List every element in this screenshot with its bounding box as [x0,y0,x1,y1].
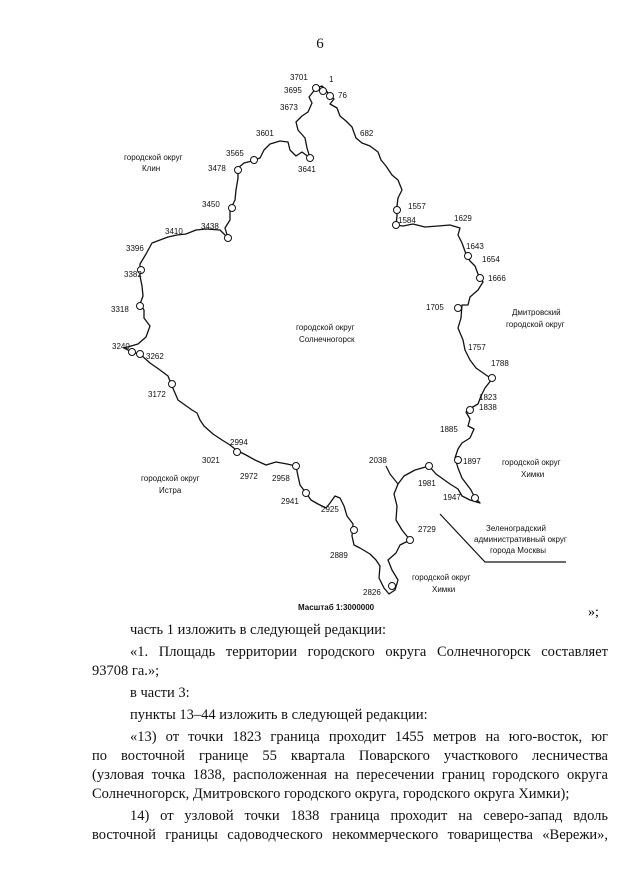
point-label: 3695 [284,86,302,95]
region-labels [124,153,567,594]
map-scale: Масштаб 1:3000000 [298,603,375,612]
point-marker [320,88,327,95]
point-label: 2889 [330,551,348,560]
point-label: 2826 [363,588,381,597]
point-label: 3172 [148,390,166,399]
point-marker [235,167,242,174]
point-label: 3565 [226,149,244,158]
point-marker [351,527,358,534]
text-line: восточной границы садоводческого некоммерческого товарищества «Вережи», [92,827,608,843]
point-marker [169,381,176,388]
point-label: 1666 [488,274,506,283]
region-label-dmitrov: городской округ [506,320,565,329]
point-marker [137,351,144,358]
text-line: пункты 13–44 изложить в следующей редакции: [130,707,428,723]
point-label: 3410 [165,227,183,236]
point-marker [467,407,474,414]
point-label: 3673 [280,103,298,112]
point-label: 1885 [440,425,458,434]
point-label: 2958 [272,474,290,483]
point-marker [137,303,144,310]
region-label-zelenograd: Зеленоградский [486,524,546,533]
point-marker [455,305,462,312]
region-label-klin: городской округ [124,153,183,162]
region-label-khimki-south: городской округ [412,573,471,582]
region-label-khimki-south: Химки [432,585,456,594]
point-marker [426,463,433,470]
region-label-dmitrov: Дмитровский [512,308,561,317]
point-label: 3396 [126,244,144,253]
point-marker [303,490,310,497]
point-label: 1838 [479,403,497,412]
point-marker [489,375,496,382]
point-marker [394,207,401,214]
point-label: 3601 [256,129,274,138]
point-label: 682 [360,129,374,138]
point-label: 3438 [201,222,219,231]
region-label-khimki-east: городской округ [502,458,561,467]
point-label: 1897 [463,457,481,466]
region-label-zelenograd: города Москвы [490,546,546,555]
point-marker [465,253,472,260]
region-label-zelenograd: административный округ [474,535,567,544]
point-marker [234,449,241,456]
point-label: 1947 [443,493,461,502]
text-line: «1. Площадь территории городского округа Солнечногорск составляет [130,644,608,660]
point-label: 3641 [298,165,316,174]
body-text [92,621,608,845]
point-label: 2972 [240,472,258,481]
text-line: Солнечногорск, Дмитровского городского округа, городского округа Химки); [92,786,570,802]
point-label: 3318 [111,305,129,314]
branch-line [386,466,398,484]
text-line: часть 1 изложить в следующей редакции: [130,622,387,638]
point-marker [313,85,320,92]
closing-mark: »; [588,605,599,620]
text-line: «13) от точки 1823 граница проходит 1455 метров на юго-восток, юг [130,729,608,745]
region-label-klin: Клин [142,164,161,173]
point-label: 2729 [418,525,436,534]
point-label: 1629 [454,214,472,223]
point-label: 3450 [202,200,220,209]
point-label: 1 [329,75,334,84]
point-marker [455,457,462,464]
text-line: (узловая точка 1838, расположенная на пересечении границ городского округа [92,767,608,783]
point-label: 1823 [479,393,497,402]
point-label: 3478 [208,164,226,173]
region-label-solnechnogorsk: городской округ [296,323,355,332]
text-line: 14) от узловой точки 1838 граница проходит на северо-запад вдоль [130,808,608,824]
point-marker [251,157,258,164]
point-label: 1654 [482,255,500,264]
point-marker [389,583,396,590]
point-label: 2994 [230,438,248,447]
text-line: 93708 га.»; [92,663,160,679]
point-label: 1584 [398,216,416,225]
text-line: по восточной границе 55 квартала Поварского участкового лесничества [92,748,608,764]
region-label-istra: Истра [159,486,182,495]
point-label: 2038 [369,456,387,465]
point-label: 1557 [408,202,426,211]
point-label: 1788 [491,359,509,368]
page-number: 6 [316,36,324,52]
point-label: 3701 [290,73,308,82]
point-label: 76 [338,91,347,100]
point-marker [293,463,300,470]
point-label: 3240 [112,342,130,351]
point-label: 1705 [426,303,444,312]
point-label: 2925 [321,505,339,514]
text-line: в части 3: [130,685,190,701]
point-label: 1643 [466,242,484,251]
point-marker [225,235,232,242]
region-label-istra: городской округ [141,474,200,483]
point-marker [229,205,236,212]
point-label: 1757 [468,343,486,352]
point-label: 1981 [418,479,436,488]
point-marker [307,155,314,162]
point-marker [327,93,334,100]
region-label-khimki-east: Химки [521,470,545,479]
point-marker [407,537,414,544]
point-label: 3021 [202,456,220,465]
point-label: 3382 [124,270,142,279]
point-label: 2941 [281,497,299,506]
point-label: 3262 [146,352,164,361]
region-label-solnechnogorsk: Солнечногорск [299,335,355,344]
point-marker [472,495,479,502]
point-marker [477,275,484,282]
